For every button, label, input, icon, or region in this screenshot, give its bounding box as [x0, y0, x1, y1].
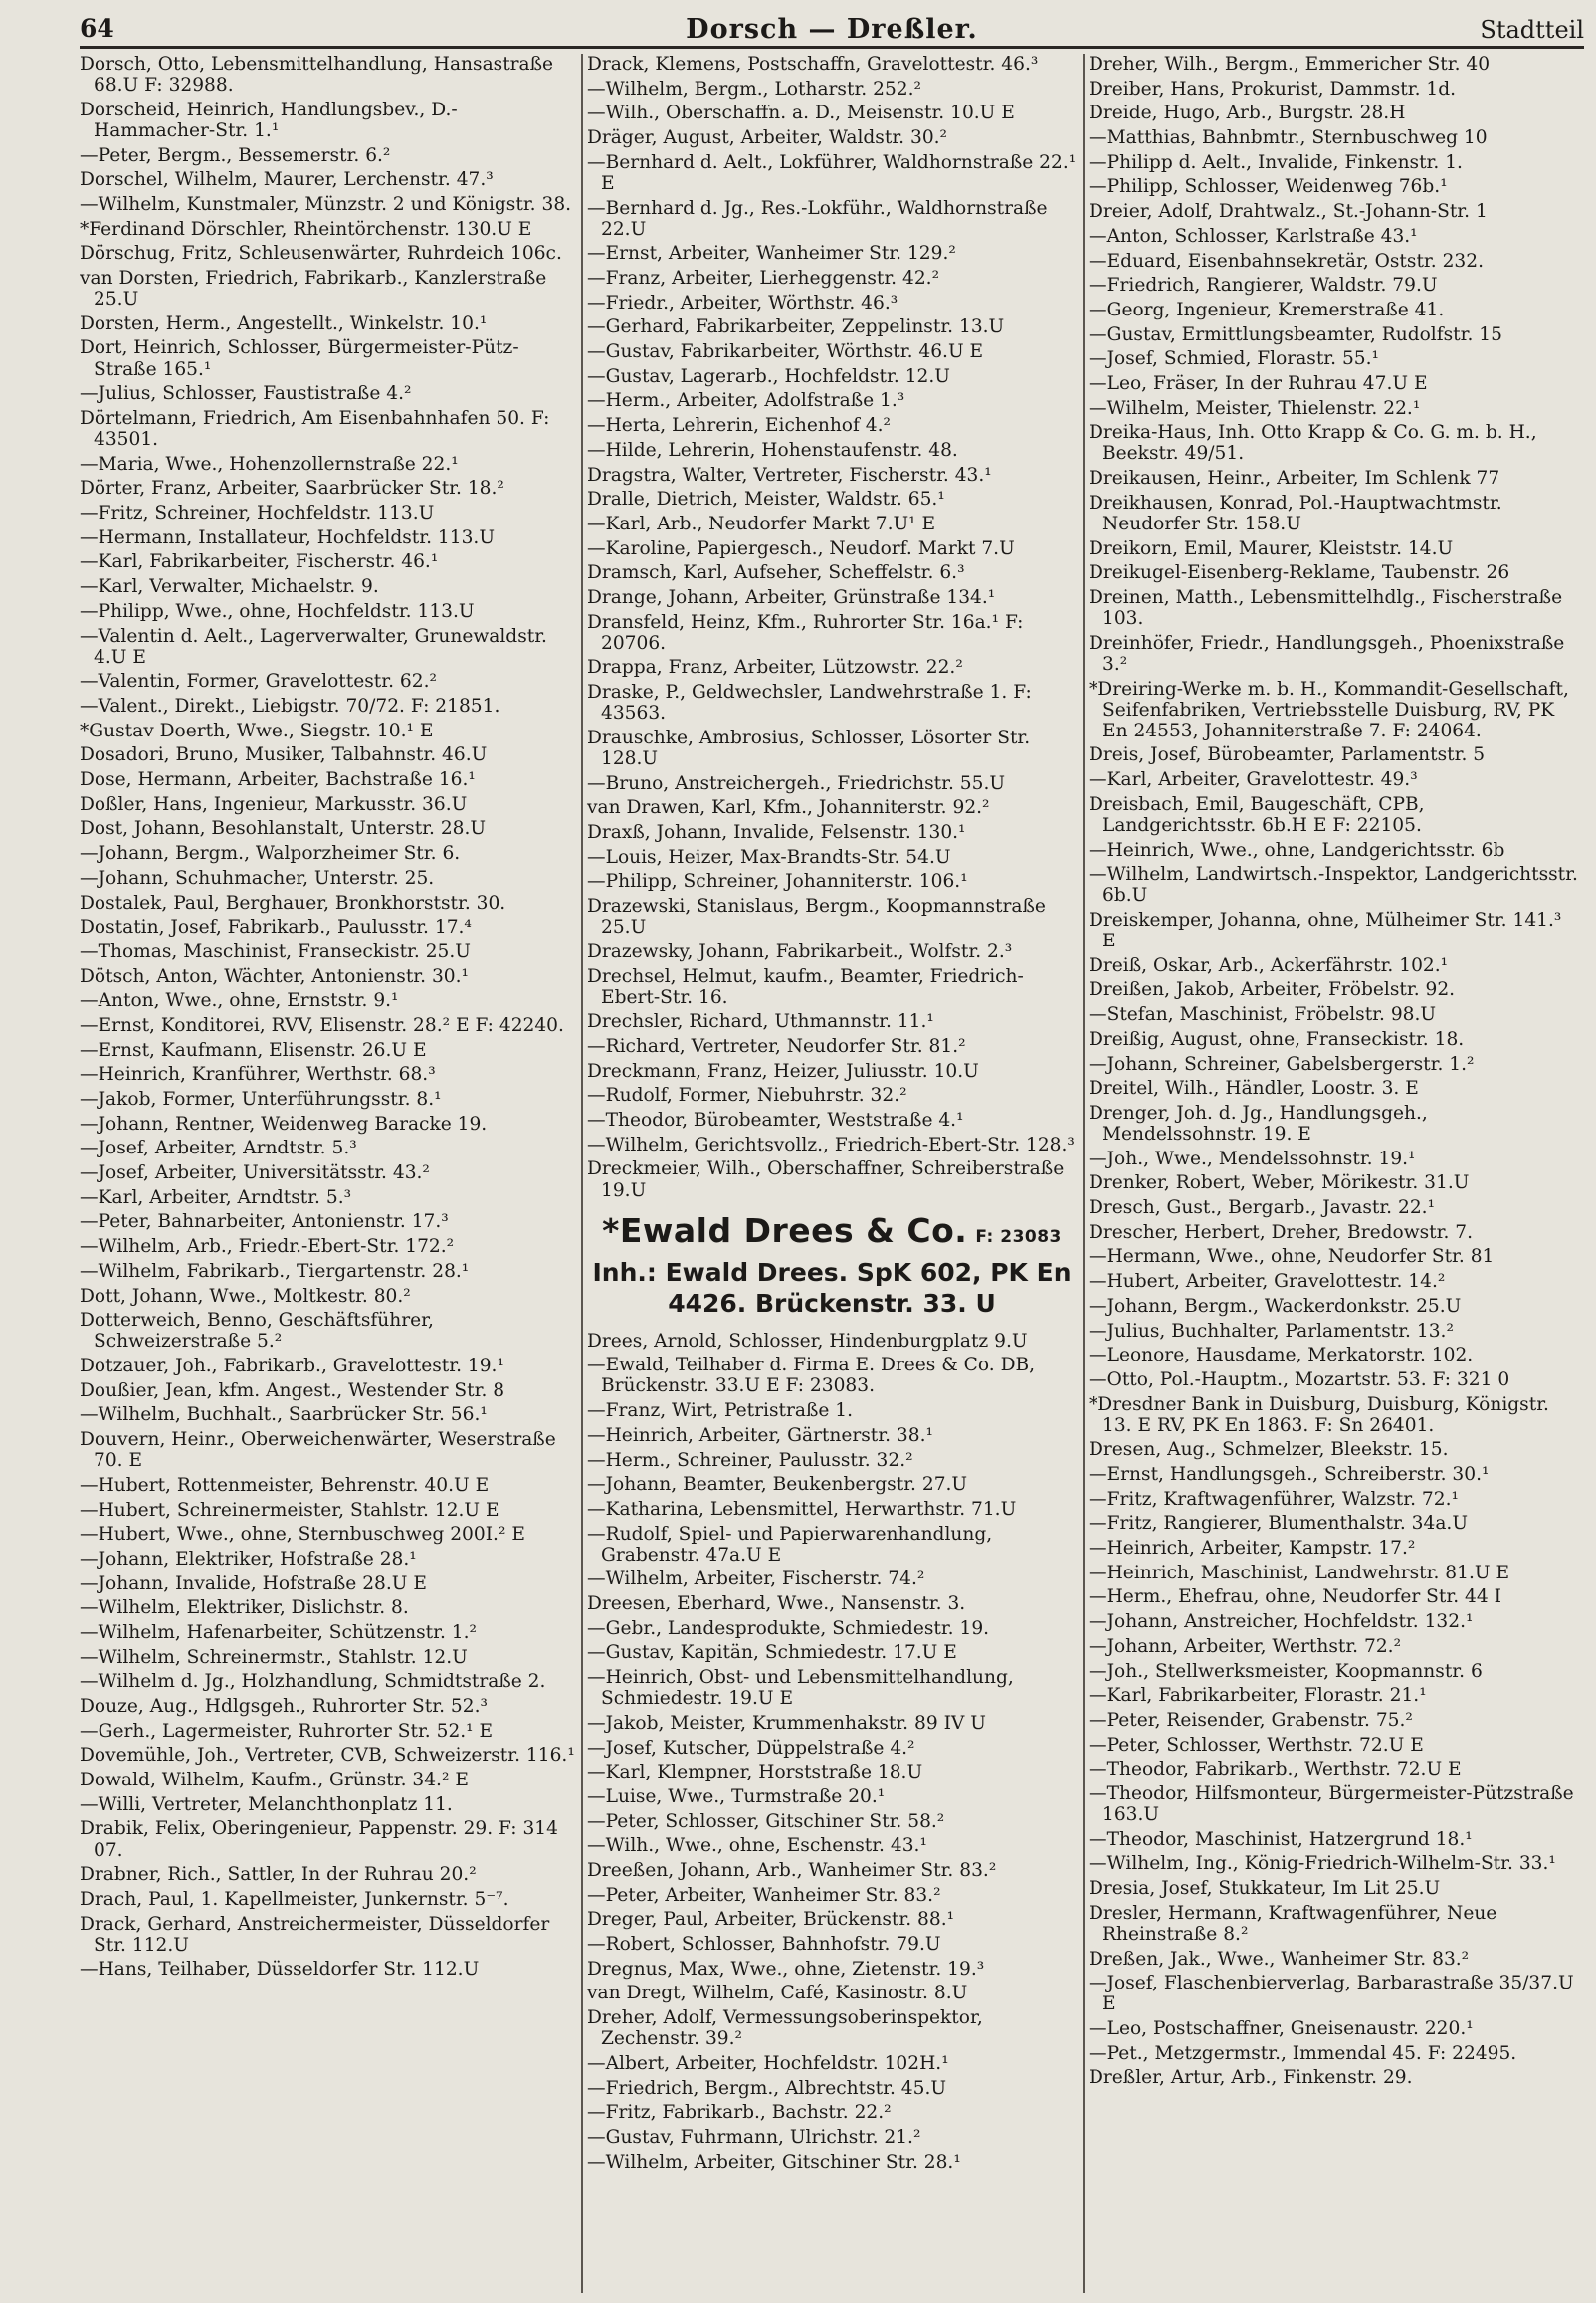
directory-entry: Dreckmeier, Wilh., Oberschaffner, Schreiberstraße 19.U — [587, 1158, 1065, 1201]
directory-entry: —Bernhard d. Jg., Res.-Lokführ., Waldhornstraße 22.U — [587, 197, 1048, 240]
column-3 — [1083, 54, 1584, 2293]
directory-entry: —Julius, Buchhalter, Parlamentstr. 13.² — [1089, 1320, 1454, 1342]
directory-entry: —Wilhelm, Buchhalt., Saarbrücker Str. 56.¹ — [80, 1404, 488, 1426]
directory-entry: Dowald, Wilhelm, Kaufm., Grünstr. 34.² E — [80, 1770, 469, 1791]
directory-entry: Douvern, Heinr., Oberweichenwärter, Weserstraße 70. E — [80, 1429, 556, 1472]
column-1 — [80, 54, 581, 2293]
directory-entry: Dreesen, Eberhard, Wwe., Nansenstr. 3. — [587, 1593, 966, 1615]
directory-entry: —Fritz, Rangierer, Blumenthalstr. 34a.U — [1089, 1513, 1468, 1535]
directory-entry: —Karl, Fabrikarbeiter, Fischerstr. 46.¹ — [80, 551, 439, 573]
advertisement — [587, 1211, 1077, 1319]
directory-entry: —Hubert, Wwe., ohne, Sternbuschweg 200I.² E — [80, 1524, 525, 1546]
directory-entry: —Wilhelm, Ing., König-Friedrich-Wilhelm-Str. 33.¹ — [1089, 1853, 1556, 1875]
directory-entry: Doßler, Hans, Ingenieur, Markusstr. 36.U — [80, 793, 468, 815]
directory-entry: —Friedr., Arbeiter, Wörthstr. 46.³ — [587, 292, 898, 314]
directory-entry: —Friedrich, Bergm., Albrechtstr. 45.U — [587, 2077, 947, 2099]
directory-entry: —Heinrich, Wwe., ohne, Landgerichtsstr. 6b — [1089, 839, 1505, 861]
directory-entry: —Anton, Wwe., ohne, Ernststr. 9.¹ — [80, 990, 399, 1012]
directory-entry: Drabner, Rich., Sattler, In der Ruhrau 20.² — [80, 1864, 477, 1886]
directory-entry: —Karl, Arbeiter, Arndtstr. 5.³ — [80, 1186, 352, 1208]
directory-entry: —Jakob, Former, Unterführungsstr. 8.¹ — [80, 1089, 442, 1110]
directory-entry: —Heinrich, Maschinist, Landwehrstr. 81.U E — [1089, 1562, 1510, 1583]
directory-entry: —Josef, Schmied, Florastr. 55.¹ — [1089, 348, 1379, 370]
directory-entry: —Hermann, Wwe., ohne, Neudorfer Str. 81 — [1089, 1246, 1495, 1268]
directory-entry: —Valent., Direkt., Liebigstr. 70/72. F: 21851. — [80, 696, 500, 717]
directory-entry: Dörter, Franz, Arbeiter, Saarbrücker Str. 18.² — [80, 478, 504, 500]
directory-entry: Drechsel, Helmut, kaufm., Beamter, Friedrich-Ebert-Str. 16. — [587, 965, 1024, 1008]
directory-entry: Dose, Hermann, Arbeiter, Bachstraße 16.¹ — [80, 769, 476, 791]
directory-entry: —Julius, Schlosser, Faustistraße 4.² — [80, 383, 412, 405]
directory-entry: —Peter, Schlosser, Gitschiner Str. 58.² — [587, 1810, 945, 1832]
directory-entry: Drange, Johann, Arbeiter, Grünstraße 134.¹ — [587, 586, 996, 608]
directory-entry: Dreher, Wilh., Bergm., Emmericher Str. 40 — [1089, 54, 1491, 75]
directory-entry: —Fritz, Schreiner, Hochfeldstr. 113.U — [80, 503, 435, 524]
directory-entry: —Pet., Metzgermstr., Immendal 45. F: 22495. — [1089, 2042, 1517, 2064]
directory-entry: —Wilhelm, Landwirtsch.-Inspektor, Landgerichtsstr. 6b.U — [1089, 864, 1578, 907]
directory-entry: Dorsten, Herm., Angestellt., Winkelstr. 10.¹ — [80, 313, 488, 334]
directory-entry: —Gustav, Lagerarb., Hochfeldstr. 12.U — [587, 365, 950, 387]
directory-entry: Dötsch, Anton, Wächter, Antonienstr. 30.¹ — [80, 965, 469, 987]
directory-entry: Dreißig, August, ohne, Franseckistr. 18. — [1089, 1028, 1465, 1050]
directory-entry: —Luise, Wwe., Turmstraße 20.¹ — [587, 1785, 886, 1807]
directory-entry: Dreßler, Artur, Arb., Finkenstr. 29. — [1089, 2067, 1413, 2089]
directory-entry: —Willi, Vertreter, Melanchthonplatz 11. — [80, 1793, 453, 1815]
directory-entry: Dreinhöfer, Friedr., Handlungsgeh., Phoenixstraße 3.² — [1089, 632, 1565, 675]
directory-entry: Dorschel, Wilhelm, Maurer, Lerchenstr. 47.³ — [80, 169, 494, 191]
directory-entry: Dreßen, Jak., Wwe., Wanheimer Str. 83.² — [1089, 1948, 1470, 1970]
directory-entry: —Wilhelm, Gerichtsvollz., Friedrich-Ebert-Str. 128.³ — [587, 1134, 1075, 1155]
directory-entry: Drack, Gerhard, Anstreichermeister, Düsseldorfer Str. 112.U — [80, 1913, 550, 1956]
directory-entry: Dörtelmann, Friedrich, Am Eisenbahnhafen 50. F: 43501. — [80, 407, 550, 451]
directory-entry: Dotterweich, Benno, Geschäftsführer, Schweizerstraße 5.² — [80, 1310, 434, 1353]
directory-entry: Dresen, Aug., Schmelzer, Bleekstr. 15. — [1089, 1439, 1449, 1461]
directory-entry: —Johann, Schreiner, Gabelsbergerstr. 1.² — [1089, 1053, 1475, 1075]
directory-entry: —Josef, Arbeiter, Arndtstr. 5.³ — [80, 1138, 357, 1159]
directory-entry: Drenker, Robert, Weber, Mörikestr. 31.U — [1089, 1172, 1470, 1194]
directory-entry: —Joh., Wwe., Mendelssohnstr. 19.¹ — [1089, 1148, 1416, 1169]
directory-entry: —Wilh., Wwe., ohne, Eschenstr. 43.¹ — [587, 1835, 927, 1857]
ad-address-line: 4426. Brückenstr. 33. U — [668, 1288, 996, 1318]
directory-entry: —Herm., Arbeiter, Adolfstraße 1.³ — [587, 390, 905, 412]
page-header — [80, 14, 1584, 49]
directory-entry: —Peter, Reisender, Grabenstr. 75.² — [1089, 1709, 1413, 1731]
directory-entry: Dotzauer, Joh., Fabrikarb., Gravelottestr. 19.¹ — [80, 1355, 504, 1376]
directory-entry: —Johann, Anstreicher, Hochfeldstr. 132.¹ — [1089, 1611, 1474, 1633]
directory-entry: —Johann, Beamter, Beukenbergstr. 27.U — [587, 1474, 968, 1496]
directory-entry: —Wilh., Oberschaffn. a. D., Meisenstr. 10.U E — [587, 103, 1015, 124]
directory-entry: Drenger, Joh. d. Jg., Handlungsgeh., Mendelssohnstr. 19. E — [1089, 1102, 1428, 1145]
directory-entry: —Gustav, Fuhrmann, Ulrichstr. 21.² — [587, 2126, 921, 2148]
entry-columns — [80, 54, 1584, 2293]
directory-entry: —Theodor, Maschinist, Hatzergrund 18.¹ — [1089, 1828, 1473, 1850]
directory-entry: —Katharina, Lebensmittel, Herwarthstr. 71.U — [587, 1498, 1017, 1520]
directory-entry: *Dreiring-Werke m. b. H., Kommandit-Gesellschaft, Seifenfabriken, Vertriebsstelle Duisburg, RV, PK En 24553, Johanniterstraße 7. F: 24064. — [1089, 678, 1569, 741]
directory-entry: Drescher, Herbert, Dreher, Bredowstr. 7. — [1089, 1221, 1474, 1243]
directory-entry: —Leonore, Hausdame, Merkatorstr. 102. — [1089, 1345, 1474, 1366]
directory-entry: —Josef, Kutscher, Düppelstraße 4.² — [587, 1737, 915, 1759]
directory-entry: Dort, Heinrich, Schlosser, Bürgermeister-Pütz-Straße 165.¹ — [80, 337, 519, 380]
directory-entry: —Karl, Arb., Neudorfer Markt 7.U¹ E — [587, 513, 936, 534]
directory-entry: Dosadori, Bruno, Musiker, Talbahnstr. 46.U — [80, 744, 488, 766]
directory-entry: —Joh., Stellwerksmeister, Koopmannstr. 6 — [1089, 1660, 1483, 1682]
directory-entry: Dresler, Hermann, Kraftwagenführer, Neue Rheinstraße 8.² — [1089, 1902, 1497, 1945]
directory-entry: —Wilhelm, Arbeiter, Fischerstr. 74.² — [587, 1569, 925, 1590]
directory-entry: —Eduard, Eisenbahnsekretär, Oststr. 232. — [1089, 250, 1484, 272]
directory-entry: —Josef, Flaschenbierverlag, Barbarastraße 35/37.U E — [1089, 1973, 1574, 2015]
directory-entry: —Ernst, Arbeiter, Wanheimer Str. 129.² — [587, 243, 956, 265]
directory-entry: Dreide, Hugo, Arb., Burgstr. 28.H — [1089, 103, 1406, 124]
directory-entry: —Josef, Arbeiter, Universitätsstr. 43.² — [80, 1162, 430, 1184]
directory-entry: —Peter, Schlosser, Werthstr. 72.U E — [1089, 1734, 1424, 1756]
directory-entry: —Johann, Invalide, Hofstraße 28.U E — [80, 1572, 427, 1594]
directory-entry: Drazewsky, Johann, Fabrikarbeit., Wolfstr. 2.³ — [587, 941, 1013, 962]
directory-entry: —Hermann, Installateur, Hochfeldstr. 113.U — [80, 526, 495, 548]
directory-entry: Dreisbach, Emil, Baugeschäft, CPB, Landgerichtsstr. 6b.H E F: 22105. — [1089, 793, 1425, 836]
directory-entry: *Ferdinand Dörschler, Rheintörchenstr. 130.U E — [80, 218, 532, 240]
directory-entry: Dörschug, Fritz, Schleusenwärter, Ruhrdeich 106c. — [80, 243, 562, 265]
directory-entry: Drach, Paul, 1. Kapellmeister, Junkernstr. 5⁻⁷. — [80, 1888, 509, 1910]
directory-entry: —Bruno, Anstreichergeh., Friedrichstr. 55.U — [587, 772, 1006, 794]
directory-entry: —Richard, Vertreter, Neudorfer Str. 81.² — [587, 1036, 966, 1058]
ad-company-name — [587, 1211, 1077, 1257]
directory-entry: —Fritz, Kraftwagenführer, Walzstr. 72.¹ — [1089, 1488, 1459, 1510]
directory-entry: —Wilhelm, Fabrikarb., Tiergartenstr. 28.¹ — [80, 1260, 470, 1282]
directory-entry: Dreika-Haus, Inh. Otto Krapp & Co. G. m. b. H., Beekstr. 49/51. — [1089, 422, 1537, 465]
directory-entry: Dreeßen, Johann, Arb., Wanheimer Str. 83.² — [587, 1860, 997, 1881]
directory-entry: —Gustav, Kapitän, Schmiedestr. 17.U E — [587, 1642, 957, 1664]
directory-entry: van Dorsten, Friedrich, Fabrikarb., Kanzlerstraße 25.U — [80, 268, 547, 311]
directory-entry: —Matthias, Bahnbmtr., Sternbuschweg 10 — [1089, 127, 1488, 149]
directory-entry: —Gerh., Lagermeister, Ruhrorter Str. 52.¹ E — [80, 1720, 494, 1742]
directory-entry: Dransfeld, Heinz, Kfm., Ruhrorter Str. 16a.¹ F: 20706. — [587, 611, 1024, 654]
directory-entry: Dreier, Adolf, Drahtwalz., St.-Johann-Str. 1 — [1089, 201, 1488, 223]
directory-entry: Drabik, Felix, Oberingenieur, Pappenstr. 29. F: 314 07. — [80, 1818, 558, 1861]
directory-entry: —Karl, Fabrikarbeiter, Florastr. 21.¹ — [1089, 1685, 1427, 1707]
directory-entry: —Peter, Bergm., Bessemerstr. 6.² — [80, 144, 391, 166]
directory-entry: —Thomas, Maschinist, Franseckistr. 25.U — [80, 941, 471, 962]
directory-entry: —Ernst, Handlungsgeh., Schreiberstr. 30.¹ — [1089, 1464, 1490, 1486]
directory-entry: —Johann, Elektriker, Hofstraße 28.¹ — [80, 1548, 417, 1570]
directory-entry: —Karoline, Papiergesch., Neudorf. Markt 7.U — [587, 537, 1015, 559]
directory-entry: —Theodor, Fabrikarb., Werthstr. 72.U E — [1089, 1759, 1462, 1780]
directory-entry: —Hans, Teilhaber, Düsseldorfer Str. 112.U — [80, 1959, 480, 1981]
directory-entry: Dreißen, Jakob, Arbeiter, Fröbelstr. 92. — [1089, 979, 1456, 1001]
directory-entry: —Wilhelm, Hafenarbeiter, Schützenstr. 1.² — [80, 1621, 478, 1643]
directory-entry: Dralle, Dietrich, Meister, Waldstr. 65.¹ — [587, 489, 945, 511]
directory-entry: Douze, Aug., Hdlgsgeh., Ruhrorter Str. 52.³ — [80, 1696, 488, 1717]
directory-entry: —Hubert, Schreinermeister, Stahlstr. 12.U E — [80, 1499, 499, 1521]
directory-entry: Dott, Johann, Wwe., Moltkestr. 80.² — [80, 1285, 411, 1307]
directory-entry: Dregnus, Max, Wwe., ohne, Zietenstr. 19.³ — [587, 1958, 985, 1980]
directory-entry: —Theodor, Hilfsmonteur, Bürgermeister-Pützstraße 163.U — [1089, 1782, 1574, 1826]
directory-entry: —Otto, Pol.-Hauptm., Mozartstr. 53. F: 321 0 — [1089, 1368, 1510, 1390]
directory-entry: Dovemühle, Joh., Vertreter, CVB, Schweizerstr. 116.¹ — [80, 1745, 575, 1767]
directory-entry: Dreis, Josef, Bürobeamter, Parlamentstr. 5 — [1089, 744, 1486, 766]
directory-entry: Dreiß, Oskar, Arb., Ackerfährstr. 102.¹ — [1089, 954, 1449, 976]
directory-entry: Dragstra, Walter, Vertreter, Fischerstr. 43.¹ — [587, 464, 992, 486]
directory-entry: —Johann, Bergm., Wackerdonkstr. 25.U — [1089, 1295, 1462, 1317]
directory-entry: —Theodor, Bürobeamter, Weststraße 4.¹ — [587, 1110, 964, 1132]
directory-entry: —Wilhelm, Schreinermstr., Stahlstr. 12.U — [80, 1646, 468, 1668]
directory-entry: —Louis, Heizer, Max-Brandts-Str. 54.U — [587, 846, 951, 868]
directory-entry: —Anton, Schlosser, Karlstraße 43.¹ — [1089, 225, 1418, 247]
ad-owner-line: Inh.: Ewald Drees. SpK 602, PK En — [592, 1257, 1072, 1287]
directory-entry: —Leo, Postschaffner, Gneisenaustr. 220.¹ — [1089, 2018, 1474, 2040]
directory-entry: Drack, Klemens, Postschaffn, Gravelottestr. 46.³ — [587, 54, 1039, 75]
directory-entry: Dreikausen, Heinr., Arbeiter, Im Schlenk 77 — [1089, 468, 1500, 490]
directory-entry: —Philipp, Schreiner, Johanniterstr. 106.¹ — [587, 871, 968, 893]
directory-entry: —Valentin, Former, Gravelottestr. 62.² — [80, 671, 437, 693]
directory-entry: Dreiber, Hans, Prokurist, Dammstr. 1d. — [1089, 78, 1457, 100]
district-label: Stadtteil — [1480, 16, 1584, 44]
directory-entry: —Wilhelm, Kunstmaler, Münzstr. 2 und Königstr. 38. — [80, 193, 572, 215]
directory-entry: —Maria, Wwe., Hohenzollernstraße 22.¹ — [80, 453, 459, 475]
directory-entry: —Johann, Rentner, Weidenweg Baracke 19. — [80, 1113, 488, 1135]
directory-entry: Dorscheid, Heinrich, Handlungsbev., D.-Hammacher-Str. 1.¹ — [80, 99, 458, 141]
directory-entry: —Leo, Fräser, In der Ruhrau 47.U E — [1089, 372, 1428, 394]
directory-entry: —Hilde, Lehrerin, Hohenstaufenstr. 48. — [587, 439, 958, 461]
directory-entry: —Bernhard d. Aelt., Lokführer, Waldhornstraße 22.¹ E — [587, 151, 1077, 194]
directory-entry: Drappa, Franz, Arbeiter, Lützowstr. 22.² — [587, 657, 963, 679]
directory-entry: —Gustav, Fabrikarbeiter, Wörthstr. 46.U E — [587, 341, 984, 363]
directory-entry: Dreiskemper, Johanna, ohne, Mülheimer Str. 141.³ E — [1089, 910, 1562, 952]
directory-entry: Dresia, Josef, Stukkateur, Im Lit 25.U — [1089, 1878, 1441, 1900]
directory-entry: Draxß, Johann, Invalide, Felsenstr. 130.¹ — [587, 822, 966, 844]
directory-entry: —Wilhelm, Bergm., Lotharstr. 252.² — [587, 78, 921, 100]
directory-entry: —Philipp d. Aelt., Invalide, Finkenstr. 1. — [1089, 151, 1463, 173]
directory-entry: —Wilhelm, Meister, Thielenstr. 22.¹ — [1089, 397, 1421, 419]
directory-entry: —Franz, Arbeiter, Lierheggenstr. 42.² — [587, 268, 940, 289]
directory-entry: —Johann, Arbeiter, Werthstr. 72.² — [1089, 1635, 1402, 1657]
directory-entry: Dreikorn, Emil, Maurer, Kleiststr. 14.U — [1089, 537, 1454, 559]
directory-entry: Dostalek, Paul, Berghauer, Bronkhorststr. 30. — [80, 892, 506, 914]
directory-entry: Drazewski, Stanislaus, Bergm., Koopmannstraße 25.U — [587, 896, 1046, 939]
directory-entry: Dramsch, Karl, Aufseher, Scheffelstr. 6.³ — [587, 562, 965, 584]
directory-entry: —Ernst, Kaufmann, Elisenstr. 26.U E — [80, 1039, 427, 1061]
directory-entry: —Peter, Bahnarbeiter, Antonienstr. 17.³ — [80, 1211, 449, 1233]
directory-entry: Doußier, Jean, kfm. Angest., Westender Str. 8 — [80, 1379, 505, 1401]
directory-entry: Dreikugel-Eisenberg-Reklame, Taubenstr. 26 — [1089, 562, 1510, 584]
directory-entry: —Albert, Arbeiter, Hochfeldstr. 102H.¹ — [587, 2052, 949, 2074]
directory-entry: —Philipp, Schlosser, Weidenweg 76b.¹ — [1089, 176, 1448, 198]
directory-entry: Dreikhausen, Konrad, Pol.-Hauptwachtmstr. Neudorfer Str. 158.U — [1089, 492, 1502, 534]
directory-entry: —Heinrich, Arbeiter, Kampstr. 17.² — [1089, 1538, 1416, 1560]
page-number: 64 — [80, 14, 114, 43]
directory-entry: —Heinrich, Obst- und Lebensmittelhandlung, Schmiedestr. 19.U E — [587, 1667, 1014, 1710]
directory-entry: —Franz, Wirt, Petristraße 1. — [587, 1400, 854, 1422]
directory-entry: Dräger, August, Arbeiter, Waldstr. 30.² — [587, 127, 948, 149]
directory-entry: —Valentin d. Aelt., Lagerverwalter, Grunewaldstr. 4.U E — [80, 625, 547, 668]
directory-entry: —Heinrich, Arbeiter, Gärtnerstr. 38.¹ — [587, 1424, 933, 1446]
directory-entry: Dresch, Gust., Bergarb., Javastr. 22.¹ — [1089, 1197, 1436, 1219]
directory-entry: —Gustav, Ermittlungsbeamter, Rudolfstr. 15 — [1089, 323, 1502, 345]
directory-entry: —Wilhelm, Elektriker, Dislichstr. 8. — [80, 1597, 409, 1619]
directory-entry: Dreinen, Matth., Lebensmittelhdlg., Fischerstraße 103. — [1089, 586, 1563, 630]
directory-entry: —Hubert, Rottenmeister, Behrenstr. 40.U E — [80, 1474, 490, 1496]
directory-entry: —Herm., Ehefrau, ohne, Neudorfer Str. 44 I — [1089, 1586, 1501, 1608]
ad-company-title: *Ewald Drees & Co. — [602, 1210, 968, 1250]
directory-entry: —Georg, Ingenieur, Kremerstraße 41. — [1089, 299, 1445, 320]
directory-entry: *Dresdner Bank in Duisburg, Duisburg, Königstr. 13. E RV, PK En 1863. F: Sn 26401. — [1089, 1393, 1549, 1436]
directory-entry: Draske, P., Geldwechsler, Landwehrstraße 1. F: 43563. — [587, 682, 1032, 725]
directory-entry: —Stefan, Maschinist, Fröbelstr. 98.U — [1089, 1004, 1437, 1026]
directory-entry: Dorsch, Otto, Lebensmittelhandlung, Hansastraße 68.U F: 32988. — [80, 54, 554, 97]
directory-entry: Dreitel, Wilh., Händler, Loostr. 3. E — [1089, 1078, 1419, 1100]
directory-entry: Drechsler, Richard, Uthmannstr. 11.¹ — [587, 1011, 934, 1033]
directory-entry: Dreger, Paul, Arbeiter, Brückenstr. 88.¹ — [587, 1909, 955, 1931]
directory-entry: —Gebr., Landesprodukte, Schmiedestr. 19. — [587, 1617, 990, 1639]
directory-entry: *Gustav Doerth, Wwe., Siegstr. 10.¹ E — [80, 720, 434, 741]
ad-phone: F: 23083 — [975, 1226, 1062, 1247]
directory-entry: —Ewald, Teilhaber d. Firma E. Drees & Co. DB, Brückenstr. 33.U E F: 23083. — [587, 1355, 1036, 1397]
directory-entry: —Johann, Bergm., Walporzheimer Str. 6. — [80, 843, 461, 865]
directory-entry: —Herta, Lehrerin, Eichenhof 4.² — [587, 415, 891, 437]
directory-entry: —Ernst, Konditorei, RVV, Elisenstr. 28.² E F: 42240. — [80, 1014, 564, 1036]
page-title: Dorsch — Dreßler. — [686, 14, 978, 45]
directory-entry: —Herm., Schreiner, Paulusstr. 32.² — [587, 1449, 913, 1471]
directory-entry: —Fritz, Fabrikarb., Bachstr. 22.² — [587, 2102, 892, 2124]
directory-entry: —Karl, Arbeiter, Gravelottestr. 49.³ — [1089, 769, 1418, 791]
directory-entry: —Wilhelm d. Jg., Holzhandlung, Schmidtstraße 2. — [80, 1671, 546, 1693]
directory-entry: Dreher, Adolf, Vermessungsoberinspektor, Zechenstr. 39.² — [587, 2007, 983, 2050]
directory-entry: —Rudolf, Spiel- und Papierwarenhandlung, Grabenstr. 47a.U E — [587, 1523, 993, 1566]
directory-entry: Dost, Johann, Besohlanstalt, Unterstr. 28.U — [80, 818, 487, 840]
directory-entry: Dostatin, Josef, Fabrikarb., Paulusstr. 17.⁴ — [80, 917, 472, 939]
directory-entry: —Wilhelm, Arbeiter, Gitschiner Str. 28.¹ — [587, 2151, 961, 2173]
directory-entry: —Friedrich, Rangierer, Waldstr. 79.U — [1089, 275, 1438, 297]
column-2 — [581, 54, 1083, 2293]
directory-entry: Drees, Arnold, Schlosser, Hindenburgplatz 9.U — [587, 1330, 1028, 1352]
directory-entry: —Karl, Klempner, Horststraße 18.U — [587, 1762, 923, 1783]
directory-entry: Dreckmann, Franz, Heizer, Juliusstr. 10.U — [587, 1060, 979, 1082]
directory-entry: —Robert, Schlosser, Bahnhofstr. 79.U — [587, 1934, 941, 1956]
directory-entry: van Dregt, Wilhelm, Café, Kasinostr. 8.U — [587, 1983, 968, 2004]
directory-entry: Drauschke, Ambrosius, Schlosser, Lösorter Str. 128.U — [587, 727, 1031, 769]
directory-entry: —Philipp, Wwe., ohne, Hochfeldstr. 113.U — [80, 600, 475, 622]
directory-entry: —Wilhelm, Arb., Friedr.-Ebert-Str. 172.² — [80, 1236, 455, 1258]
directory-entry: —Gerhard, Fabrikarbeiter, Zeppelinstr. 13.U — [587, 316, 1005, 338]
directory-entry: —Heinrich, Kranführer, Werthstr. 68.³ — [80, 1064, 436, 1086]
directory-entry: —Peter, Arbeiter, Wanheimer Str. 83.² — [587, 1884, 941, 1906]
directory-entry: —Johann, Schuhmacher, Unterstr. 25. — [80, 867, 435, 889]
directory-entry: —Karl, Verwalter, Michaelstr. 9. — [80, 576, 379, 598]
directory-entry: —Jakob, Meister, Krummenhakstr. 89 IV U — [587, 1712, 986, 1734]
directory-entry: —Rudolf, Former, Niebuhrstr. 32.² — [587, 1085, 907, 1107]
directory-entry: —Hubert, Arbeiter, Gravelottestr. 14.² — [1089, 1271, 1446, 1293]
directory-entry: van Drawen, Karl, Kfm., Johanniterstr. 92.² — [587, 797, 990, 819]
